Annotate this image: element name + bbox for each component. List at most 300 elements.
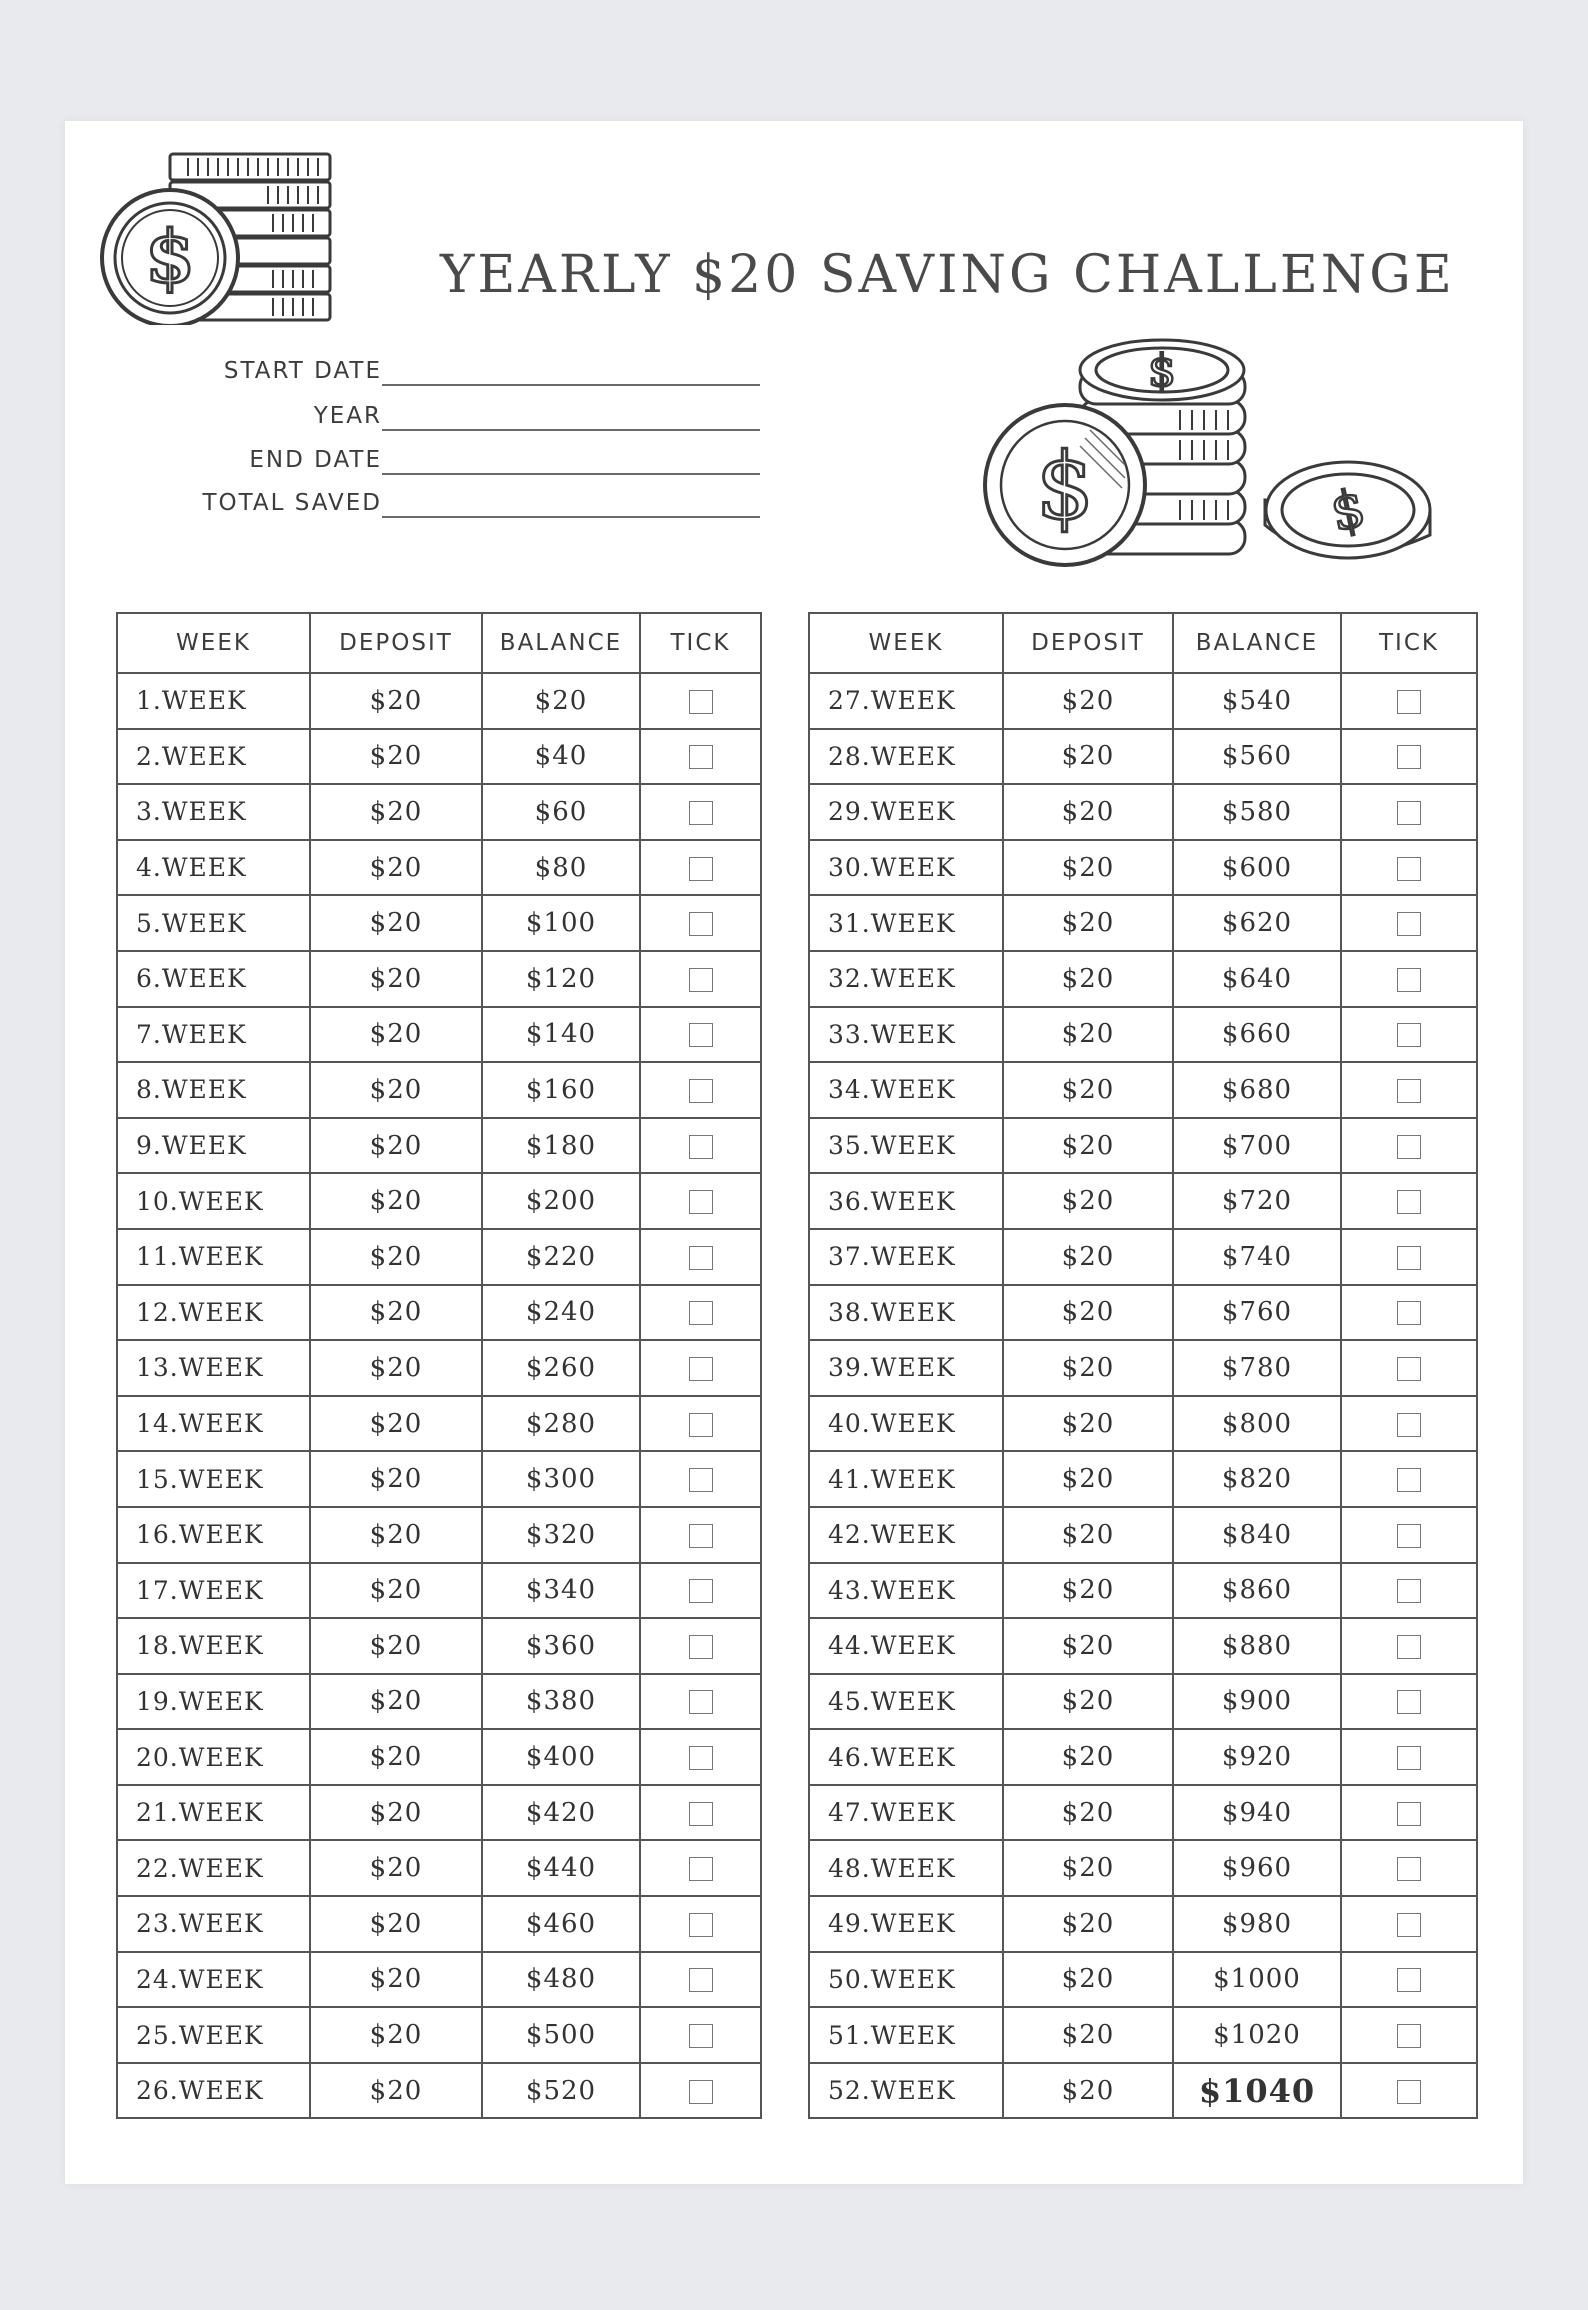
tick-checkbox[interactable] xyxy=(1397,1190,1421,1214)
balance-cell: $140 xyxy=(482,1007,640,1063)
balance-cell: $440 xyxy=(482,1840,640,1896)
table-row xyxy=(117,784,761,840)
week-cell: 43.WEEK xyxy=(809,1563,1003,1619)
deposit-cell: $20 xyxy=(1003,1396,1173,1452)
deposit-cell: $20 xyxy=(310,1007,482,1063)
week-cell: 48.WEEK xyxy=(809,1840,1003,1896)
tick-checkbox[interactable] xyxy=(689,745,713,769)
tick-checkbox[interactable] xyxy=(1397,1301,1421,1325)
tick-checkbox[interactable] xyxy=(1397,1746,1421,1770)
week-cell: 1.WEEK xyxy=(117,673,310,729)
tick-cell xyxy=(1341,1507,1477,1563)
deposit-cell: $20 xyxy=(1003,1952,1173,2008)
balance-cell: $900 xyxy=(1173,1674,1341,1730)
tick-checkbox[interactable] xyxy=(1397,857,1421,881)
tick-checkbox[interactable] xyxy=(1397,1246,1421,1270)
deposit-cell: $20 xyxy=(1003,1896,1173,1952)
week-header: WEEK xyxy=(809,613,1003,673)
tick-checkbox[interactable] xyxy=(689,1357,713,1381)
tick-cell xyxy=(1341,2007,1477,2063)
tick-checkbox[interactable] xyxy=(689,1968,713,1992)
week-cell: 14.WEEK xyxy=(117,1396,310,1452)
tick-cell xyxy=(640,1674,761,1730)
week-cell: 6.WEEK xyxy=(117,951,310,1007)
balance-cell: $560 xyxy=(1173,729,1341,785)
table-row xyxy=(117,1340,761,1396)
tick-checkbox[interactable] xyxy=(689,912,713,936)
table-row xyxy=(809,673,1477,729)
balance-cell: $160 xyxy=(482,1062,640,1118)
tick-checkbox[interactable] xyxy=(1397,2024,1421,2048)
deposit-cell: $20 xyxy=(310,1729,482,1785)
deposit-cell: $20 xyxy=(310,673,482,729)
balance-cell: $420 xyxy=(482,1785,640,1841)
table-row xyxy=(117,1451,761,1507)
table-row xyxy=(809,2007,1477,2063)
tick-checkbox[interactable] xyxy=(689,1301,713,1325)
balance-cell: $1020 xyxy=(1173,2007,1341,2063)
page-title: YEARLY $20 SAVING CHALLENGE xyxy=(440,245,1455,305)
table-row xyxy=(809,840,1477,896)
tick-checkbox[interactable] xyxy=(1397,690,1421,714)
balance-cell: $880 xyxy=(1173,1618,1341,1674)
table-row xyxy=(809,1340,1477,1396)
deposit-cell: $20 xyxy=(1003,1674,1173,1730)
deposit-cell: $20 xyxy=(310,1840,482,1896)
table-row xyxy=(809,951,1477,1007)
week-cell: 27.WEEK xyxy=(809,673,1003,729)
tick-checkbox[interactable] xyxy=(1397,1968,1421,1992)
table-row xyxy=(809,1507,1477,1563)
start-date-field[interactable] xyxy=(100,348,760,388)
balance-cell: $620 xyxy=(1173,895,1341,951)
tick-cell xyxy=(1341,2063,1477,2119)
table-row xyxy=(809,784,1477,840)
tick-checkbox[interactable] xyxy=(689,801,713,825)
table-row xyxy=(117,2007,761,2063)
table-row xyxy=(117,1840,761,1896)
deposit-cell: $20 xyxy=(310,840,482,896)
tick-cell xyxy=(1341,1840,1477,1896)
tick-checkbox[interactable] xyxy=(689,1857,713,1881)
balance-cell: $460 xyxy=(482,1896,640,1952)
tick-checkbox[interactable] xyxy=(1397,968,1421,992)
table-row xyxy=(117,840,761,896)
week-cell: 9.WEEK xyxy=(117,1118,310,1174)
deposit-cell: $20 xyxy=(310,1173,482,1229)
tick-cell xyxy=(640,673,761,729)
tick-checkbox[interactable] xyxy=(689,1190,713,1214)
deposit-cell: $20 xyxy=(1003,951,1173,1007)
deposit-cell: $20 xyxy=(310,1118,482,1174)
deposit-cell: $20 xyxy=(1003,1007,1173,1063)
week-cell: 19.WEEK xyxy=(117,1674,310,1730)
balance-cell: $960 xyxy=(1173,1840,1341,1896)
tick-cell xyxy=(640,895,761,951)
tick-checkbox[interactable] xyxy=(689,1135,713,1159)
deposit-cell: $20 xyxy=(1003,1618,1173,1674)
table-row xyxy=(117,1118,761,1174)
week-cell: 46.WEEK xyxy=(809,1729,1003,1785)
table-row xyxy=(809,1618,1477,1674)
week-cell: 35.WEEK xyxy=(809,1118,1003,1174)
tick-checkbox[interactable] xyxy=(689,1023,713,1047)
table-row xyxy=(117,1285,761,1341)
balance-cell: $740 xyxy=(1173,1229,1341,1285)
tick-checkbox[interactable] xyxy=(689,2024,713,2048)
table-row xyxy=(117,1952,761,2008)
tick-checkbox[interactable] xyxy=(1397,1023,1421,1047)
deposit-cell: $20 xyxy=(1003,1451,1173,1507)
table-row xyxy=(809,1729,1477,1785)
svg-text:$: $ xyxy=(1148,346,1176,397)
balance-cell: $660 xyxy=(1173,1007,1341,1063)
balance-cell: $940 xyxy=(1173,1785,1341,1841)
tick-checkbox[interactable] xyxy=(689,1635,713,1659)
tick-checkbox[interactable] xyxy=(689,1579,713,1603)
tick-cell xyxy=(640,1340,761,1396)
tick-checkbox[interactable] xyxy=(1397,1690,1421,1714)
week-cell: 33.WEEK xyxy=(809,1007,1003,1063)
tick-cell xyxy=(1341,784,1477,840)
table-row xyxy=(117,1785,761,1841)
week-cell: 12.WEEK xyxy=(117,1285,310,1341)
end-date-line[interactable] xyxy=(382,473,760,475)
table-row xyxy=(117,1674,761,1730)
tick-checkbox[interactable] xyxy=(1397,801,1421,825)
table-row xyxy=(117,1062,761,1118)
balance-cell: $680 xyxy=(1173,1062,1341,1118)
week-header: WEEK xyxy=(117,613,310,673)
deposit-cell: $20 xyxy=(310,1396,482,1452)
tick-checkbox[interactable] xyxy=(689,2080,713,2104)
tick-cell xyxy=(640,1285,761,1341)
balance-cell: $480 xyxy=(482,1952,640,2008)
week-cell: 10.WEEK xyxy=(117,1173,310,1229)
balance-cell: $280 xyxy=(482,1396,640,1452)
tick-cell xyxy=(1341,1563,1477,1619)
balance-cell: $200 xyxy=(482,1173,640,1229)
tick-checkbox[interactable] xyxy=(1397,1524,1421,1548)
coin-pile-icon xyxy=(980,330,1440,585)
tick-checkbox[interactable] xyxy=(689,1913,713,1937)
week-cell: 32.WEEK xyxy=(809,951,1003,1007)
deposit-cell: $20 xyxy=(310,2007,482,2063)
deposit-cell: $20 xyxy=(1003,1840,1173,1896)
deposit-cell: $20 xyxy=(310,1896,482,1952)
week-cell: 13.WEEK xyxy=(117,1340,310,1396)
week-cell: 22.WEEK xyxy=(117,1840,310,1896)
tick-cell xyxy=(1341,1785,1477,1841)
week-cell: 7.WEEK xyxy=(117,1007,310,1063)
week-cell: 45.WEEK xyxy=(809,1674,1003,1730)
start-date-line[interactable] xyxy=(382,384,760,386)
balance-cell: $340 xyxy=(482,1563,640,1619)
week-cell: 16.WEEK xyxy=(117,1507,310,1563)
deposit-cell: $20 xyxy=(1003,729,1173,785)
tick-cell xyxy=(640,1729,761,1785)
total-saved-label: TOTAL SAVED xyxy=(202,490,382,516)
week-cell: 40.WEEK xyxy=(809,1396,1003,1452)
week-cell: 51.WEEK xyxy=(809,2007,1003,2063)
tick-checkbox[interactable] xyxy=(1397,1413,1421,1437)
table-row xyxy=(809,1229,1477,1285)
week-cell: 42.WEEK xyxy=(809,1507,1003,1563)
balance-cell: $100 xyxy=(482,895,640,951)
deposit-cell: $20 xyxy=(1003,1118,1173,1174)
balance-cell: $820 xyxy=(1173,1451,1341,1507)
tick-checkbox[interactable] xyxy=(689,1413,713,1437)
balance-cell: $520 xyxy=(482,2063,640,2119)
year-line[interactable] xyxy=(382,429,760,431)
tick-cell xyxy=(640,1062,761,1118)
balance-header: BALANCE xyxy=(1173,613,1341,673)
table-row xyxy=(117,951,761,1007)
tick-cell xyxy=(1341,1007,1477,1063)
deposit-cell: $20 xyxy=(1003,1785,1173,1841)
week-cell: 47.WEEK xyxy=(809,1785,1003,1841)
tick-cell xyxy=(1341,1729,1477,1785)
week-cell: 41.WEEK xyxy=(809,1451,1003,1507)
balance-cell: $300 xyxy=(482,1451,640,1507)
end-date-label: END DATE xyxy=(249,447,382,473)
tick-cell xyxy=(640,1118,761,1174)
tick-cell xyxy=(640,784,761,840)
table-row xyxy=(809,1840,1477,1896)
tick-cell xyxy=(640,1229,761,1285)
deposit-cell: $20 xyxy=(1003,1285,1173,1341)
tick-cell xyxy=(1341,1896,1477,1952)
savings-table-right xyxy=(808,612,1478,2119)
tick-cell xyxy=(640,1785,761,1841)
week-cell: 34.WEEK xyxy=(809,1062,1003,1118)
week-cell: 20.WEEK xyxy=(117,1729,310,1785)
table-row xyxy=(809,1007,1477,1063)
deposit-cell: $20 xyxy=(1003,1729,1173,1785)
start-date-label: START DATE xyxy=(223,358,382,384)
balance-cell: $120 xyxy=(482,951,640,1007)
table-row xyxy=(809,1952,1477,2008)
tick-checkbox[interactable] xyxy=(689,1802,713,1826)
table-row xyxy=(117,2063,761,2119)
tick-checkbox[interactable] xyxy=(1397,1857,1421,1881)
tick-cell xyxy=(1341,895,1477,951)
week-cell: 5.WEEK xyxy=(117,895,310,951)
week-cell: 21.WEEK xyxy=(117,1785,310,1841)
deposit-cell: $20 xyxy=(310,1451,482,1507)
balance-cell: $700 xyxy=(1173,1118,1341,1174)
tick-checkbox[interactable] xyxy=(1397,1135,1421,1159)
balance-cell: $1000 xyxy=(1173,1952,1341,2008)
tick-cell xyxy=(640,1618,761,1674)
balance-cell: $800 xyxy=(1173,1396,1341,1452)
tick-cell xyxy=(1341,1285,1477,1341)
tick-cell xyxy=(1341,729,1477,785)
tick-cell xyxy=(1341,1173,1477,1229)
deposit-cell: $20 xyxy=(310,729,482,785)
balance-cell: $860 xyxy=(1173,1563,1341,1619)
year-field[interactable] xyxy=(100,393,760,433)
deposit-cell: $20 xyxy=(310,1507,482,1563)
tick-checkbox[interactable] xyxy=(689,1746,713,1770)
week-cell: 18.WEEK xyxy=(117,1618,310,1674)
balance-cell: $600 xyxy=(1173,840,1341,896)
week-cell: 11.WEEK xyxy=(117,1229,310,1285)
week-cell: 25.WEEK xyxy=(117,2007,310,2063)
tick-checkbox[interactable] xyxy=(1397,1579,1421,1603)
deposit-cell: $20 xyxy=(310,1563,482,1619)
tick-cell xyxy=(640,1007,761,1063)
tick-checkbox[interactable] xyxy=(689,1468,713,1492)
deposit-cell: $20 xyxy=(1003,1062,1173,1118)
deposit-cell: $20 xyxy=(1003,784,1173,840)
tick-checkbox[interactable] xyxy=(1397,1079,1421,1103)
tick-checkbox[interactable] xyxy=(1397,1802,1421,1826)
tick-checkbox[interactable] xyxy=(689,1246,713,1270)
table-row xyxy=(809,1896,1477,1952)
tick-cell xyxy=(1341,951,1477,1007)
balance-cell: $40 xyxy=(482,729,640,785)
table-row xyxy=(809,729,1477,785)
week-cell: 49.WEEK xyxy=(809,1896,1003,1952)
deposit-cell: $20 xyxy=(1003,673,1173,729)
tick-cell xyxy=(1341,1952,1477,2008)
balance-cell: $360 xyxy=(482,1618,640,1674)
total-saved-field[interactable] xyxy=(100,480,760,520)
total-saved-line[interactable] xyxy=(382,516,760,518)
deposit-cell: $20 xyxy=(310,1952,482,2008)
table-row xyxy=(809,1563,1477,1619)
table-row xyxy=(809,1173,1477,1229)
tick-checkbox[interactable] xyxy=(689,1524,713,1548)
deposit-header: DEPOSIT xyxy=(1003,613,1173,673)
balance-cell: $920 xyxy=(1173,1729,1341,1785)
week-cell: 31.WEEK xyxy=(809,895,1003,951)
svg-text:$: $ xyxy=(144,214,196,299)
tick-cell xyxy=(640,1952,761,2008)
deposit-cell: $20 xyxy=(310,2063,482,2119)
table-row xyxy=(809,1285,1477,1341)
coin-stack-icon xyxy=(98,150,338,325)
tick-checkbox[interactable] xyxy=(1397,2080,1421,2104)
tick-cell xyxy=(640,1840,761,1896)
balance-cell: $20 xyxy=(482,673,640,729)
deposit-cell: $20 xyxy=(1003,1507,1173,1563)
balance-cell: $180 xyxy=(482,1118,640,1174)
week-cell: 17.WEEK xyxy=(117,1563,310,1619)
tick-checkbox[interactable] xyxy=(689,690,713,714)
tick-cell xyxy=(1341,1396,1477,1452)
tick-cell xyxy=(640,729,761,785)
table-row xyxy=(809,1396,1477,1452)
table-row xyxy=(809,1451,1477,1507)
balance-cell: $840 xyxy=(1173,1507,1341,1563)
tick-checkbox[interactable] xyxy=(1397,745,1421,769)
table-row xyxy=(117,673,761,729)
table-row xyxy=(117,1507,761,1563)
deposit-cell: $20 xyxy=(1003,1340,1173,1396)
balance-cell: $240 xyxy=(482,1285,640,1341)
balance-cell: $320 xyxy=(482,1507,640,1563)
table-row xyxy=(117,1896,761,1952)
svg-text:$: $ xyxy=(1325,478,1371,544)
table-row xyxy=(117,1563,761,1619)
tick-checkbox[interactable] xyxy=(1397,912,1421,936)
deposit-cell: $20 xyxy=(310,1062,482,1118)
balance-cell: $220 xyxy=(482,1229,640,1285)
tick-cell xyxy=(1341,1229,1477,1285)
table-row xyxy=(809,2063,1477,2119)
tick-checkbox[interactable] xyxy=(689,1079,713,1103)
week-cell: 8.WEEK xyxy=(117,1062,310,1118)
tick-cell xyxy=(640,840,761,896)
week-cell: 24.WEEK xyxy=(117,1952,310,2008)
deposit-cell: $20 xyxy=(310,1618,482,1674)
tick-cell xyxy=(1341,1340,1477,1396)
table-row xyxy=(117,1007,761,1063)
week-cell: 38.WEEK xyxy=(809,1285,1003,1341)
balance-cell: $80 xyxy=(482,840,640,896)
balance-cell: $1040 xyxy=(1173,2063,1341,2119)
balance-cell: $400 xyxy=(482,1729,640,1785)
deposit-header: DEPOSIT xyxy=(310,613,482,673)
balance-cell: $540 xyxy=(1173,673,1341,729)
deposit-cell: $20 xyxy=(1003,1173,1173,1229)
balance-cell: $980 xyxy=(1173,1896,1341,1952)
balance-cell: $260 xyxy=(482,1340,640,1396)
end-date-field[interactable] xyxy=(100,437,760,477)
week-cell: 36.WEEK xyxy=(809,1173,1003,1229)
tick-cell xyxy=(640,1396,761,1452)
week-cell: 23.WEEK xyxy=(117,1896,310,1952)
tick-checkbox[interactable] xyxy=(689,857,713,881)
deposit-cell: $20 xyxy=(310,784,482,840)
svg-text:$: $ xyxy=(1035,433,1095,540)
week-cell: 28.WEEK xyxy=(809,729,1003,785)
table-row xyxy=(809,895,1477,951)
deposit-cell: $20 xyxy=(310,1340,482,1396)
tick-checkbox[interactable] xyxy=(689,1690,713,1714)
savings-table-left xyxy=(116,612,762,2119)
week-cell: 50.WEEK xyxy=(809,1952,1003,2008)
week-cell: 4.WEEK xyxy=(117,840,310,896)
deposit-cell: $20 xyxy=(310,1229,482,1285)
balance-cell: $640 xyxy=(1173,951,1341,1007)
tick-cell xyxy=(640,951,761,1007)
week-cell: 39.WEEK xyxy=(809,1340,1003,1396)
balance-header: BALANCE xyxy=(482,613,640,673)
tick-cell xyxy=(640,2063,761,2119)
tick-checkbox[interactable] xyxy=(1397,1357,1421,1381)
week-cell: 52.WEEK xyxy=(809,2063,1003,2119)
balance-cell: $500 xyxy=(482,2007,640,2063)
tick-checkbox[interactable] xyxy=(1397,1468,1421,1492)
table-row xyxy=(117,1396,761,1452)
tick-checkbox[interactable] xyxy=(1397,1635,1421,1659)
balance-cell: $60 xyxy=(482,784,640,840)
tick-cell xyxy=(1341,1118,1477,1174)
tick-cell xyxy=(640,2007,761,2063)
week-cell: 29.WEEK xyxy=(809,784,1003,840)
deposit-cell: $20 xyxy=(310,1785,482,1841)
tick-cell xyxy=(1341,1062,1477,1118)
tick-checkbox[interactable] xyxy=(1397,1913,1421,1937)
deposit-cell: $20 xyxy=(1003,2007,1173,2063)
tick-header: TICK xyxy=(640,613,761,673)
tick-checkbox[interactable] xyxy=(689,968,713,992)
tick-cell xyxy=(640,1451,761,1507)
tick-cell xyxy=(1341,840,1477,896)
